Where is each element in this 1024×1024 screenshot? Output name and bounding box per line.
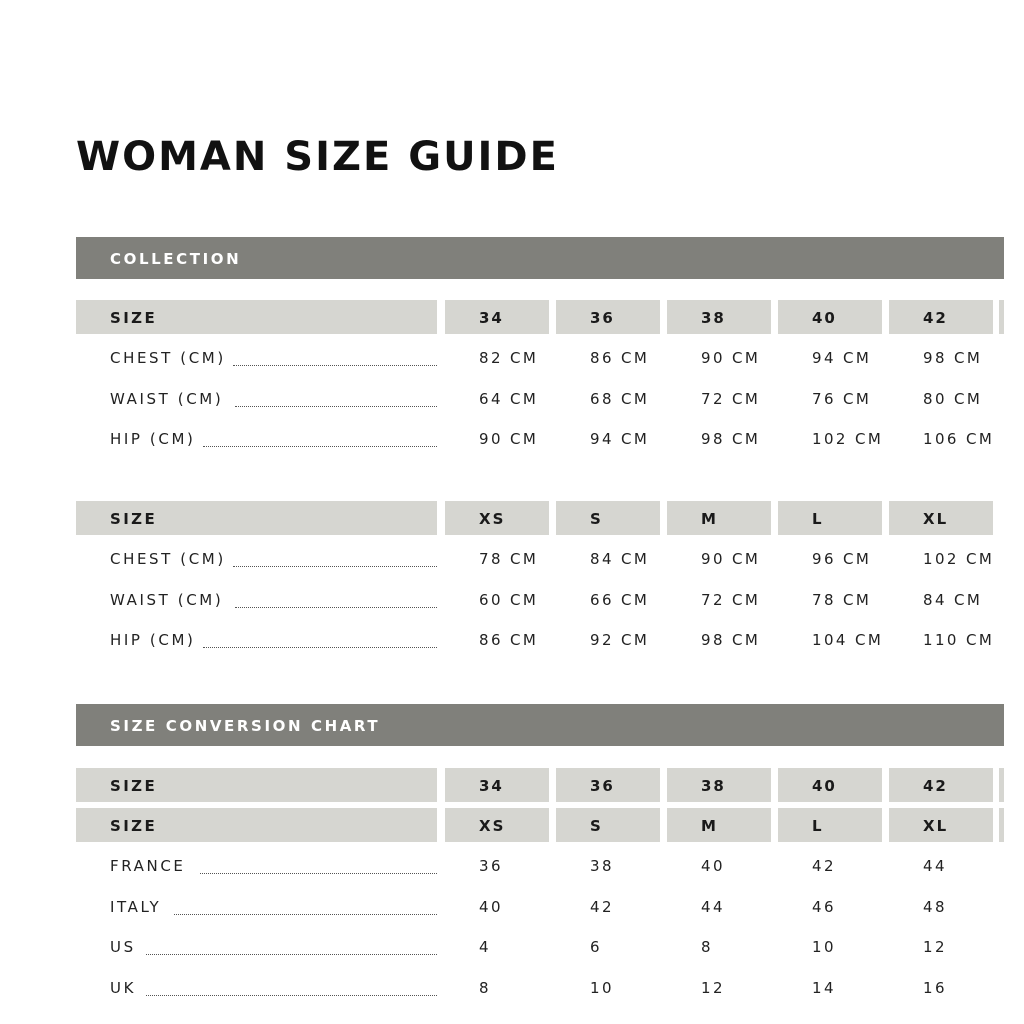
table-cell: 12 [923,938,947,956]
size-header-overflow-cell [999,808,1004,842]
table-cell: 4 [479,938,491,956]
table-cell: 8 [701,938,713,956]
size-header-cell: 38 [667,768,771,802]
table-cell: 38 [590,857,614,875]
size-header-cell: XL [889,501,993,535]
row-label-us: US [110,938,136,956]
row-label-waist: WAIST (CM) [110,390,224,408]
table-cell: 42 [590,898,614,916]
table-cell: 90 CM [701,550,761,568]
size-header-label: SIZE [76,300,437,334]
collection-section-header [76,237,1004,279]
table-cell: 68 CM [590,390,650,408]
table-cell: 86 CM [590,349,650,367]
table-cell: 78 CM [479,550,539,568]
table-cell: 12 [701,979,725,997]
collection-section-label: COLLECTION [110,250,242,268]
size-header-label: SIZE [76,808,437,842]
table-cell: 98 CM [701,430,761,448]
table-cell: 96 CM [812,550,872,568]
table-cell: 10 [812,938,836,956]
leader-dots [203,647,437,648]
table-cell: 80 CM [923,390,983,408]
size-header-cell: XL [889,808,993,842]
size-header-label: SIZE [76,768,437,802]
row-label-france: FRANCE [110,857,186,875]
leader-dots [203,446,437,447]
table-cell: 60 CM [479,591,539,609]
size-header-cell: 38 [667,300,771,334]
size-header-cell: S [556,808,660,842]
table-cell: 102 CM [923,550,995,568]
table-cell: 94 CM [812,349,872,367]
row-label-waist: WAIST (CM) [110,591,224,609]
size-header-cell: 42 [889,300,993,334]
table-cell: 90 CM [701,349,761,367]
table-cell: 92 CM [590,631,650,649]
size-header-cell: M [667,501,771,535]
leader-dots [235,607,437,608]
size-header-cell: 40 [778,768,882,802]
row-label-uk: UK [110,979,137,997]
table-cell: 36 [479,857,503,875]
table-cell: 90 CM [479,430,539,448]
table-cell: 64 CM [479,390,539,408]
size-header-cell: 36 [556,768,660,802]
table-cell: 98 CM [701,631,761,649]
table-cell: 78 CM [812,591,872,609]
leader-dots [233,365,437,366]
table-cell: 8 [479,979,491,997]
leader-dots [235,406,437,407]
row-label-chest: CHEST (CM) [110,550,226,568]
leader-dots [174,914,437,915]
size-header-cell: L [778,808,882,842]
row-label-hip: HIP (CM) [110,631,196,649]
table-cell: 16 [923,979,947,997]
table-cell: 110 CM [923,631,995,649]
row-label-chest: CHEST (CM) [110,349,226,367]
size-header-cell: XS [445,501,549,535]
size-header-cell: S [556,501,660,535]
table-cell: 84 CM [923,591,983,609]
size-header-cell: 36 [556,300,660,334]
table-cell: 98 CM [923,349,983,367]
table-cell: 86 CM [479,631,539,649]
table-cell: 42 [812,857,836,875]
table-cell: 14 [812,979,836,997]
table-cell: 44 [923,857,947,875]
size-header-cell: M [667,808,771,842]
table-cell: 106 CM [923,430,995,448]
leader-dots [233,566,437,567]
size-header-cell: 34 [445,300,549,334]
table-cell: 104 CM [812,631,884,649]
leader-dots [146,995,437,996]
table-cell: 10 [590,979,614,997]
table-cell: 44 [701,898,725,916]
row-label-hip: HIP (CM) [110,430,196,448]
size-header-cell: 42 [889,768,993,802]
table-cell: 84 CM [590,550,650,568]
conversion-section-header [76,704,1004,746]
table-cell: 48 [923,898,947,916]
size-header-overflow-cell [999,768,1004,802]
size-header-cell: 40 [778,300,882,334]
leader-dots [200,873,437,874]
table-cell: 46 [812,898,836,916]
table-cell: 6 [590,938,602,956]
table-cell: 72 CM [701,591,761,609]
table-cell: 102 CM [812,430,884,448]
size-header-cell: XS [445,808,549,842]
table-cell: 72 CM [701,390,761,408]
conversion-section-label: SIZE CONVERSION CHART [110,717,381,735]
size-header-label: SIZE [76,501,437,535]
row-label-italy: ITALY [110,898,162,916]
table-cell: 40 [701,857,725,875]
table-cell: 82 CM [479,349,539,367]
size-header-cell: L [778,501,882,535]
table-cell: 76 CM [812,390,872,408]
size-header-cell: 34 [445,768,549,802]
page-title: WOMAN SIZE GUIDE [76,134,559,180]
table-cell: 66 CM [590,591,650,609]
size-header-overflow-cell [999,300,1004,334]
table-cell: 94 CM [590,430,650,448]
leader-dots [146,954,437,955]
table-cell: 40 [479,898,503,916]
